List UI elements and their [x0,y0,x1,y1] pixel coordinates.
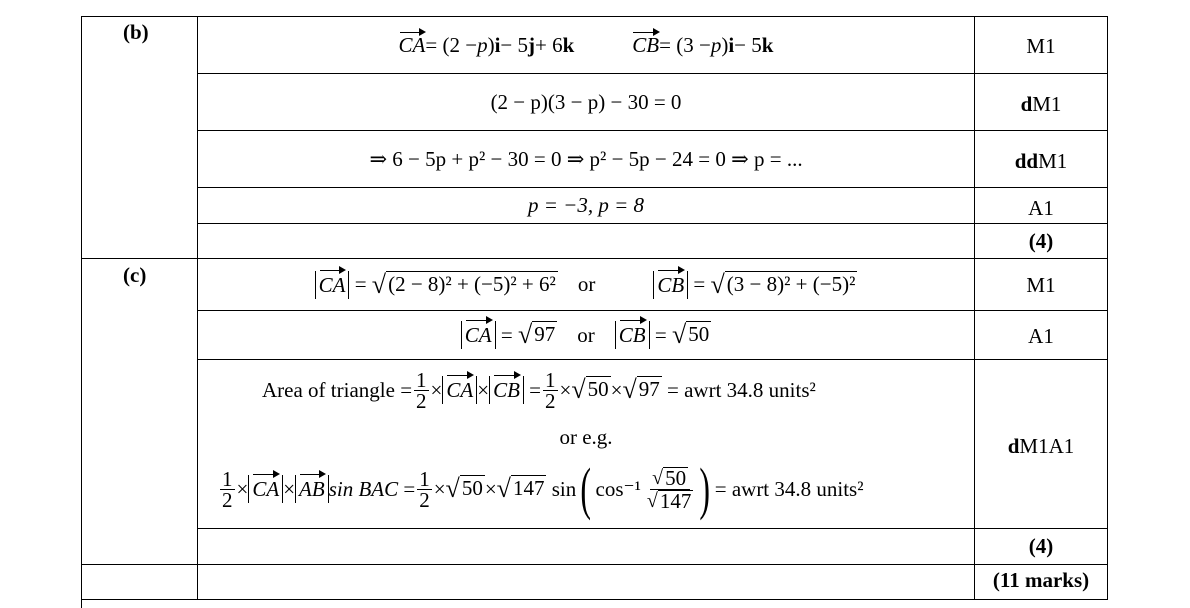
mark-b2: dM1 [1020,92,1062,116]
rule [1107,16,1108,600]
part-label-b: (b) [123,20,149,44]
mark-b4: A1 [1028,196,1054,220]
c-row2-magnitudes: CA = √ 97 or CB = √ 50 [198,311,974,359]
c-alt-line: $\frac{1}{2}$ × CA × AB sin BAC = $\frac{1}{2}$ × √ 50 × √ 147 sin ( cos⁻¹ √ 50 √ 147 ) = awrt 34.8 units² [222,456,864,521]
b-row2-equation: (2 − p)(3 − p) − 30 = 0 [490,89,682,114]
c-row1-magnitudes: CA = √ (2 − 8)² + (−5)² + 6² or CB = √ (3 − 8)² + (−5)² [198,259,974,310]
mark-c-total: (4) [1028,534,1054,558]
rule [197,528,1108,529]
rule [81,599,1108,600]
mark-b3: ddM1 [1014,149,1068,173]
rule [197,359,1108,360]
part-label-c: (c) [123,263,147,287]
rule [81,564,1108,565]
mark-c1: M1 [1026,273,1056,297]
rule [81,16,82,608]
b-row1-vectors: CA = (2 − p ) i − 5 j + 6 k CB = (3 − p ) i − 5 k [398,32,774,57]
c-or-eg: or e.g. [559,424,613,449]
b-row3-equation: ⇒ 6 − 5p + p² − 30 = 0 ⇒ p² − 5p − 24 = 0 ⇒ p = ... [369,146,803,171]
vector-cb: CB [632,32,660,57]
mark-c2: A1 [1028,324,1054,348]
c-area-line: Area of triangle = $\frac{1}{2}$ × CA × CB = $\frac{1}{2}$ × √ 50 × √ 97 = awrt 34.8 units² [262,367,816,413]
total-marks: (11 marks) [992,568,1090,592]
b-row4-solutions: p = −3, p = 8 [527,193,644,217]
mark-b-total: (4) [1028,229,1054,253]
mark-c3: dM1A1 [1007,434,1075,458]
mark-b1: M1 [1026,34,1056,58]
vector-ca: CA [398,32,426,57]
rule [197,223,1108,224]
